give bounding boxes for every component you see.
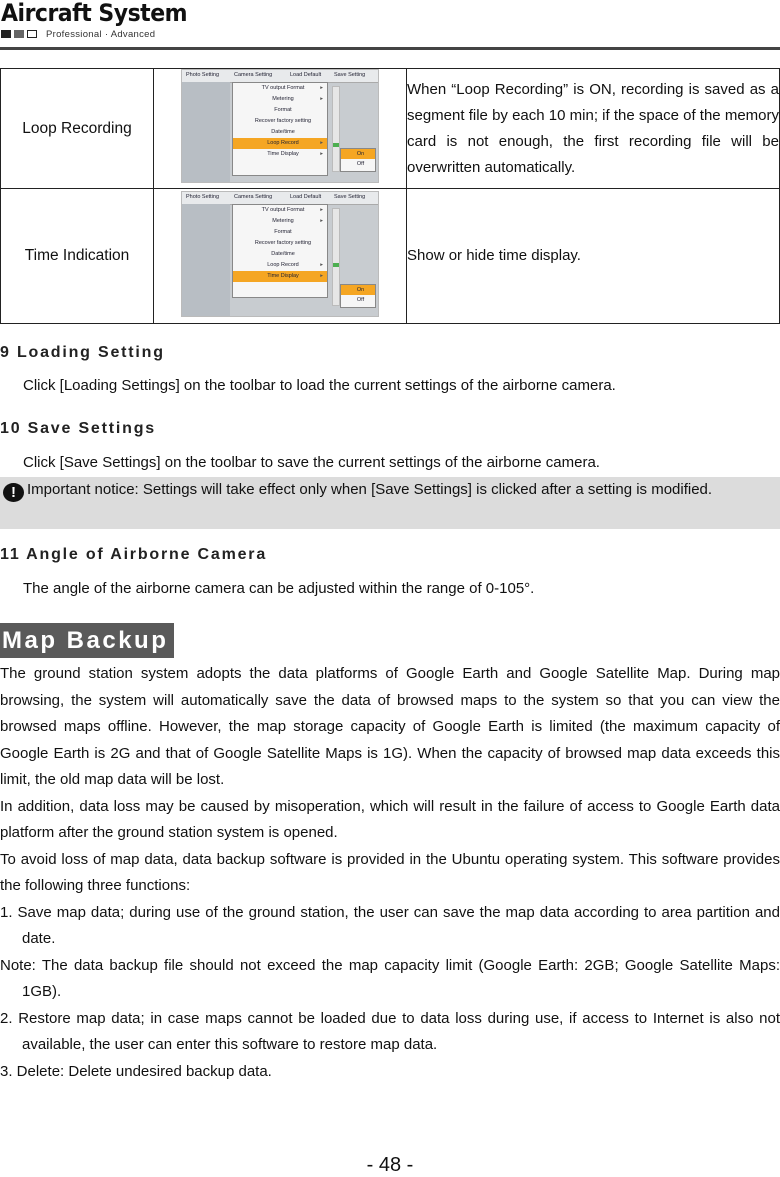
paragraph: The ground station system adopts the data platforms of Google Earth and Google Satellite Map. During map browsing, the system will automatically save the data of browsed maps to the system so that you can view the browsed maps offline. However, the map storage capacity of Google Earth is limited (the maximum capacity of Google Earth is 2G and that of Google Satellite Maps is 1G). When the capacity of browsed map data exceeds this limit, the old map data will be lost. <box>0 665 780 788</box>
screenshot-slider <box>332 86 340 172</box>
header-divider <box>0 47 780 50</box>
heading-save-settings: 10 Save Settings <box>0 420 156 437</box>
menu-item: Recover factory setting <box>254 118 312 124</box>
menu-item: Format <box>274 228 292 235</box>
map-backup-body <box>0 661 780 1085</box>
toolbar-label: Load Default <box>290 193 322 200</box>
toolbar-label: Save Setting <box>334 193 366 200</box>
table-row <box>1 189 780 324</box>
menu-item: Loop Record ▸ <box>267 261 323 268</box>
time-indication-screenshot <box>181 191 379 317</box>
toolbar-label: Load Default <box>290 72 322 78</box>
notice-text: Important notice: Settings will take effect only when [Save Settings] is clicked after a setting is modified. <box>27 481 713 498</box>
toolbar-label: Photo Setting <box>186 193 220 200</box>
page-number: - 48 - <box>366 1154 414 1176</box>
square-filled-icon <box>1 30 11 38</box>
setting-screenshot-cell <box>154 69 407 189</box>
toolbar-label: Camera Setting <box>234 193 273 200</box>
screenshot-menu <box>232 204 328 298</box>
save-settings-text: Click [Save Settings] on the toolbar to save the current settings of the airborne camera. <box>23 454 600 471</box>
menu-item: Date/time <box>271 129 295 135</box>
heading-loading-setting: 9 Loading Setting <box>0 344 165 361</box>
menu-item: Metering ▸ <box>272 217 323 224</box>
list-item: 3. Delete: Delete undesired backup data. <box>0 1062 272 1080</box>
menu-item: Recover factory setting <box>254 239 312 246</box>
page-header <box>0 0 780 52</box>
toolbar-label: Photo Setting <box>186 72 220 78</box>
brand-tagline: Professional · Advanced <box>46 28 156 40</box>
slider-knob <box>333 263 339 267</box>
note-item: Note: The data backup file should not exceed the map capacity limit (Google Earth: 2GB; Google Satellite Maps: 1GB). <box>0 956 780 1000</box>
menu-item: Format <box>274 107 292 113</box>
paragraph: In addition, data loss may be caused by misoperation, which will result in the failure of access to Google Earth data platform after the ground station system is opened. <box>0 797 780 841</box>
setting-description: When “Loop Recording” is ON, recording is saved as a segment file by each 10 min; if the space of the memory card is not enough, the first recording file will be overwritten automatically. <box>407 69 780 189</box>
loading-setting-text: Click [Loading Settings] on the toolbar to load the current settings of the airborne camera. <box>23 377 616 394</box>
important-notice <box>0 477 780 529</box>
menu-item-selected: Loop Record ▸ <box>233 138 327 149</box>
brand-title: Aircraft System <box>1 0 188 28</box>
square-outline-icon <box>27 30 37 38</box>
submenu-item: Off <box>356 161 365 167</box>
menu-item: Metering ▸ <box>272 96 323 102</box>
heading-camera-angle: 11 Angle of Airborne Camera <box>0 546 268 563</box>
submenu-item: Off <box>356 296 365 303</box>
submenu-item: On <box>341 285 375 295</box>
brand-subtitle <box>1 28 155 40</box>
screenshot-sidebar <box>182 82 230 182</box>
setting-name: Time Indication <box>1 189 154 324</box>
list-item: 1. Save map data; during use of the ground station, the user can save the map data according to area partition and date. <box>0 903 780 947</box>
slider-knob <box>333 143 339 147</box>
loop-recording-screenshot <box>181 69 379 183</box>
toolbar-label: Camera Setting <box>234 72 273 78</box>
camera-angle-text: The angle of the airborne camera can be adjusted within the range of 0-105°. <box>23 580 535 597</box>
screenshot-submenu <box>340 284 376 308</box>
screenshot-menu <box>232 82 328 176</box>
screenshot-submenu <box>340 148 376 172</box>
menu-item: TV output Format ▸ <box>261 206 323 213</box>
menu-item: TV output Format ▸ <box>261 85 323 91</box>
setting-screenshot-cell <box>154 189 407 324</box>
square-gray-icon <box>14 30 24 38</box>
list-item: 2. Restore map data; in case maps cannot be loaded due to data loss during use, if access to Internet is also not available, the user can enter this software to restore map data. <box>0 1009 780 1053</box>
settings-table <box>0 68 780 324</box>
menu-item: Date/time <box>271 250 295 257</box>
setting-name: Loop Recording <box>1 69 154 189</box>
setting-description: Show or hide time display. <box>407 189 780 324</box>
menu-item-selected: Time Display ▸ <box>233 271 327 282</box>
screenshot-sidebar <box>182 204 230 316</box>
toolbar-label: Save Setting <box>334 72 366 78</box>
paragraph: To avoid loss of map data, data backup software is provided in the Ubuntu operating system. This software provides the following three functions: <box>0 850 780 894</box>
section-title-map-backup: Map Backup <box>0 623 174 658</box>
menu-item: Time Display ▸ <box>267 151 323 157</box>
table-row <box>1 69 780 189</box>
submenu-item: On <box>341 149 375 159</box>
exclamation-icon: ! <box>3 483 24 502</box>
screenshot-slider <box>332 208 340 306</box>
